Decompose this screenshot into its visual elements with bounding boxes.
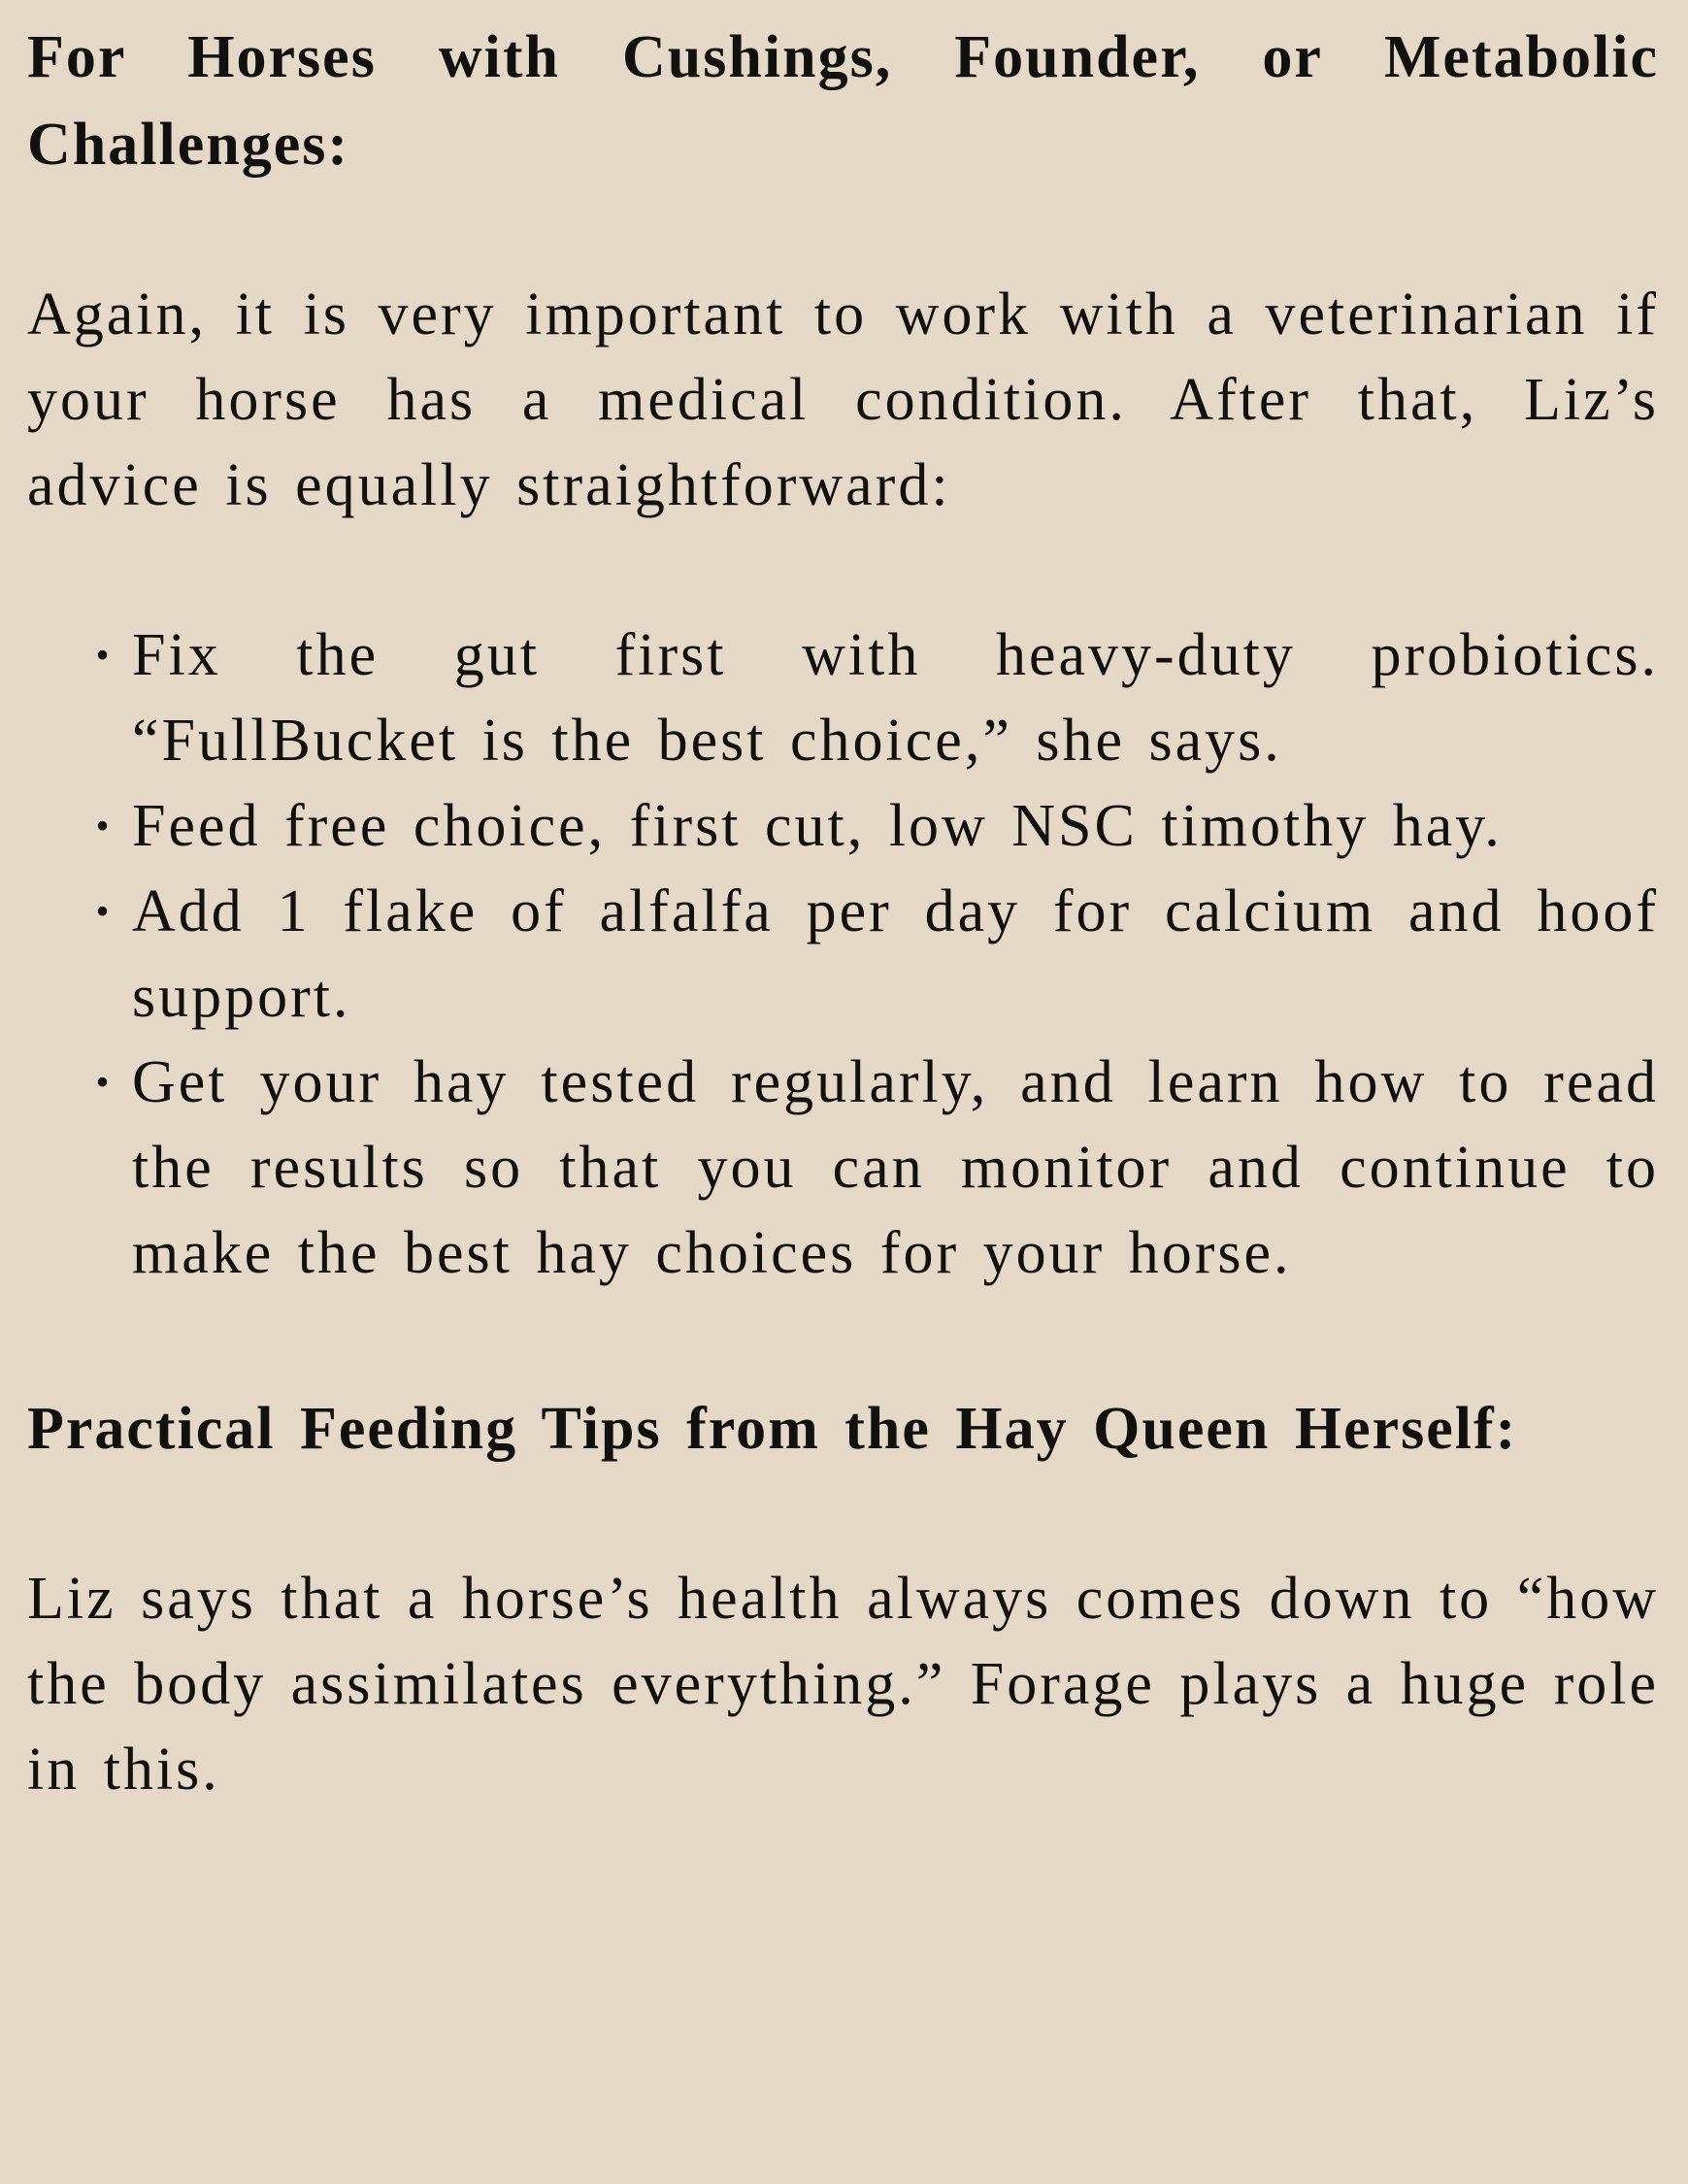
list-item-text: Feed free choice, first cut, low NSC timothy hay.	[132, 793, 1503, 859]
list-item-text: Add 1 flake of alfalfa per day for calcium and hoof support.	[132, 878, 1659, 1030]
bullet-icon: •	[95, 1060, 113, 1104]
list-item	[95, 783, 1659, 869]
bullet-icon: •	[95, 804, 113, 847]
list-item	[95, 1040, 1659, 1296]
list-item	[95, 612, 1659, 783]
feeding-tips-paragraph: Liz says that a horse’s health always comes down to “how the body assimilates everything.” Forage plays a huge role in this.	[27, 1566, 1659, 1803]
bullet-icon: •	[95, 633, 113, 677]
list-item-text: Fix the gut first with heavy-duty probiotics. “FullBucket is the best choice,” she says.	[132, 622, 1659, 774]
intro-paragraph: Again, it is very important to work with a veterinarian if your horse has a medical condition. After that, Liz’s advice is equally straightforward:	[27, 281, 1659, 518]
section-heading-feeding-tips: Practical Feeding Tips from the Hay Queen Herself:	[27, 1396, 1518, 1462]
section-heading-metabolic: For Horses with Cushings, Founder, or Metabolic Challenges:	[27, 24, 1659, 178]
list-item-text: Get your hay tested regularly, and learn how to read the results so that you can monitor and continue to make the best hay choices for your horse.	[132, 1049, 1659, 1286]
tips-list	[27, 612, 1659, 1296]
bullet-icon: •	[95, 889, 113, 933]
list-item	[95, 869, 1659, 1040]
